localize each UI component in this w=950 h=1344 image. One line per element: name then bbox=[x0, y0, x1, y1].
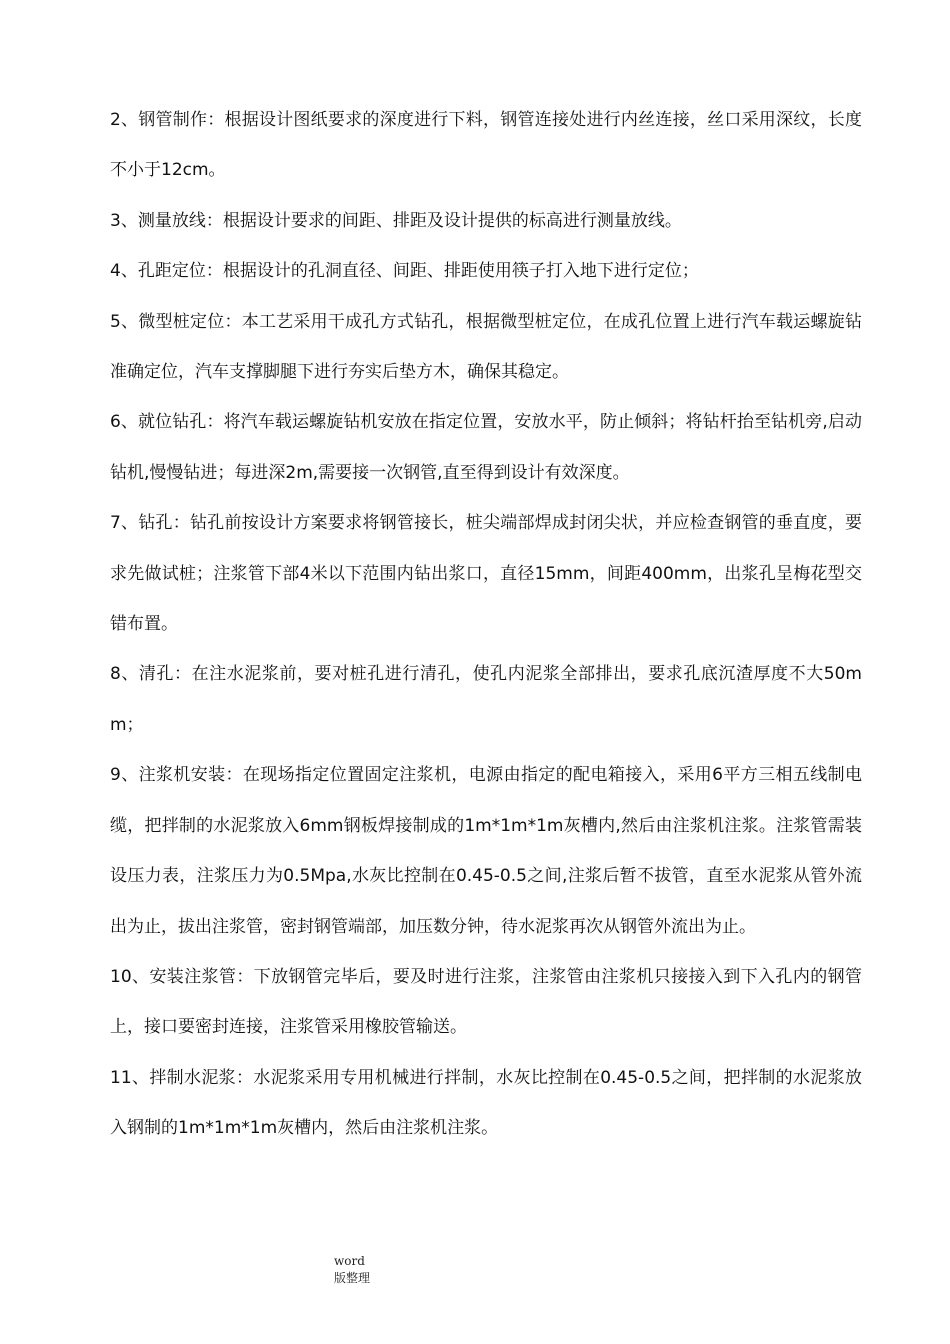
paragraph-9: 9、注浆机安装：在现场指定位置固定注浆机，电源由指定的配电箱接入，采用6平方三相五线制电缆，把拌制的水泥浆放入6mm钢板焊接制成的1m*1m*1m灰槽内,然后由注浆机注浆。注浆管需装设压力表，注浆压力为0.5Mpa,水灰比控制在0.45-0.5之间,注浆后暂不拔管，直至水泥浆从管外流出为止，拔出注浆管，密封钢管端部，加压数分钟，待水泥浆再次从钢管外流出为止。 bbox=[110, 765, 862, 937]
paragraph-11: 11、拌制水泥浆：水泥浆采用专用机械进行拌制，水灰比控制在0.45-0.5之间，把拌制的水泥浆放入钢制的1m*1m*1m灰槽内，然后由注浆机注浆。 bbox=[110, 1067, 862, 1139]
paragraph-8: 8、清孔：在注水泥浆前，要对桩孔进行清孔，使孔内泥浆全部排出，要求孔底沉渣厚度不大50mm； bbox=[110, 664, 862, 735]
footer-line-1: word bbox=[334, 1254, 365, 1268]
paragraph-2: 2、钢管制作：根据设计图纸要求的深度进行下料，钢管连接处进行内丝连接，丝口采用深纹，长度不小于12cm。 bbox=[110, 110, 862, 181]
page-footer bbox=[334, 1253, 370, 1287]
paragraph-6: 6、就位钻孔：将汽车载运螺旋钻机安放在指定位置，安放水平，防止倾斜；将钻杆抬至钻机旁,启动钻机,慢慢钻进；每进深2m,需要接一次钢管,直至得到设计有效深度。 bbox=[110, 412, 862, 483]
paragraph-10: 10、安装注浆管：下放钢管完毕后，要及时进行注浆，注浆管由注浆机只接接入到下入孔内的钢管上，接口要密封连接，注浆管采用橡胶管输送。 bbox=[110, 966, 862, 1038]
paragraph-7: 7、钻孔：钻孔前按设计方案要求将钢管接长，桩尖端部焊成封闭尖状，并应检查钢管的垂直度，要求先做试桩；注浆管下部4米以下范围内钻出浆口，直径15mm，间距400mm，出浆孔呈梅花型交错布置。 bbox=[110, 513, 862, 635]
paragraph-5: 5、微型桩定位：本工艺采用干成孔方式钻孔，根据微型桩定位，在成孔位置上进行汽车载运螺旋钻准确定位，汽车支撑脚腿下进行夯实后垫方木，确保其稳定。 bbox=[110, 311, 862, 383]
paragraph-4: 4、孔距定位：根据设计的孔洞直径、间距、排距使用筷子打入地下进行定位； bbox=[110, 261, 699, 282]
paragraph-3: 3、测量放线：根据设计要求的间距、排距及设计提供的标高进行测量放线。 bbox=[110, 210, 682, 231]
document-body bbox=[110, 95, 862, 1154]
footer-line-2: 版整理 bbox=[334, 1271, 371, 1285]
